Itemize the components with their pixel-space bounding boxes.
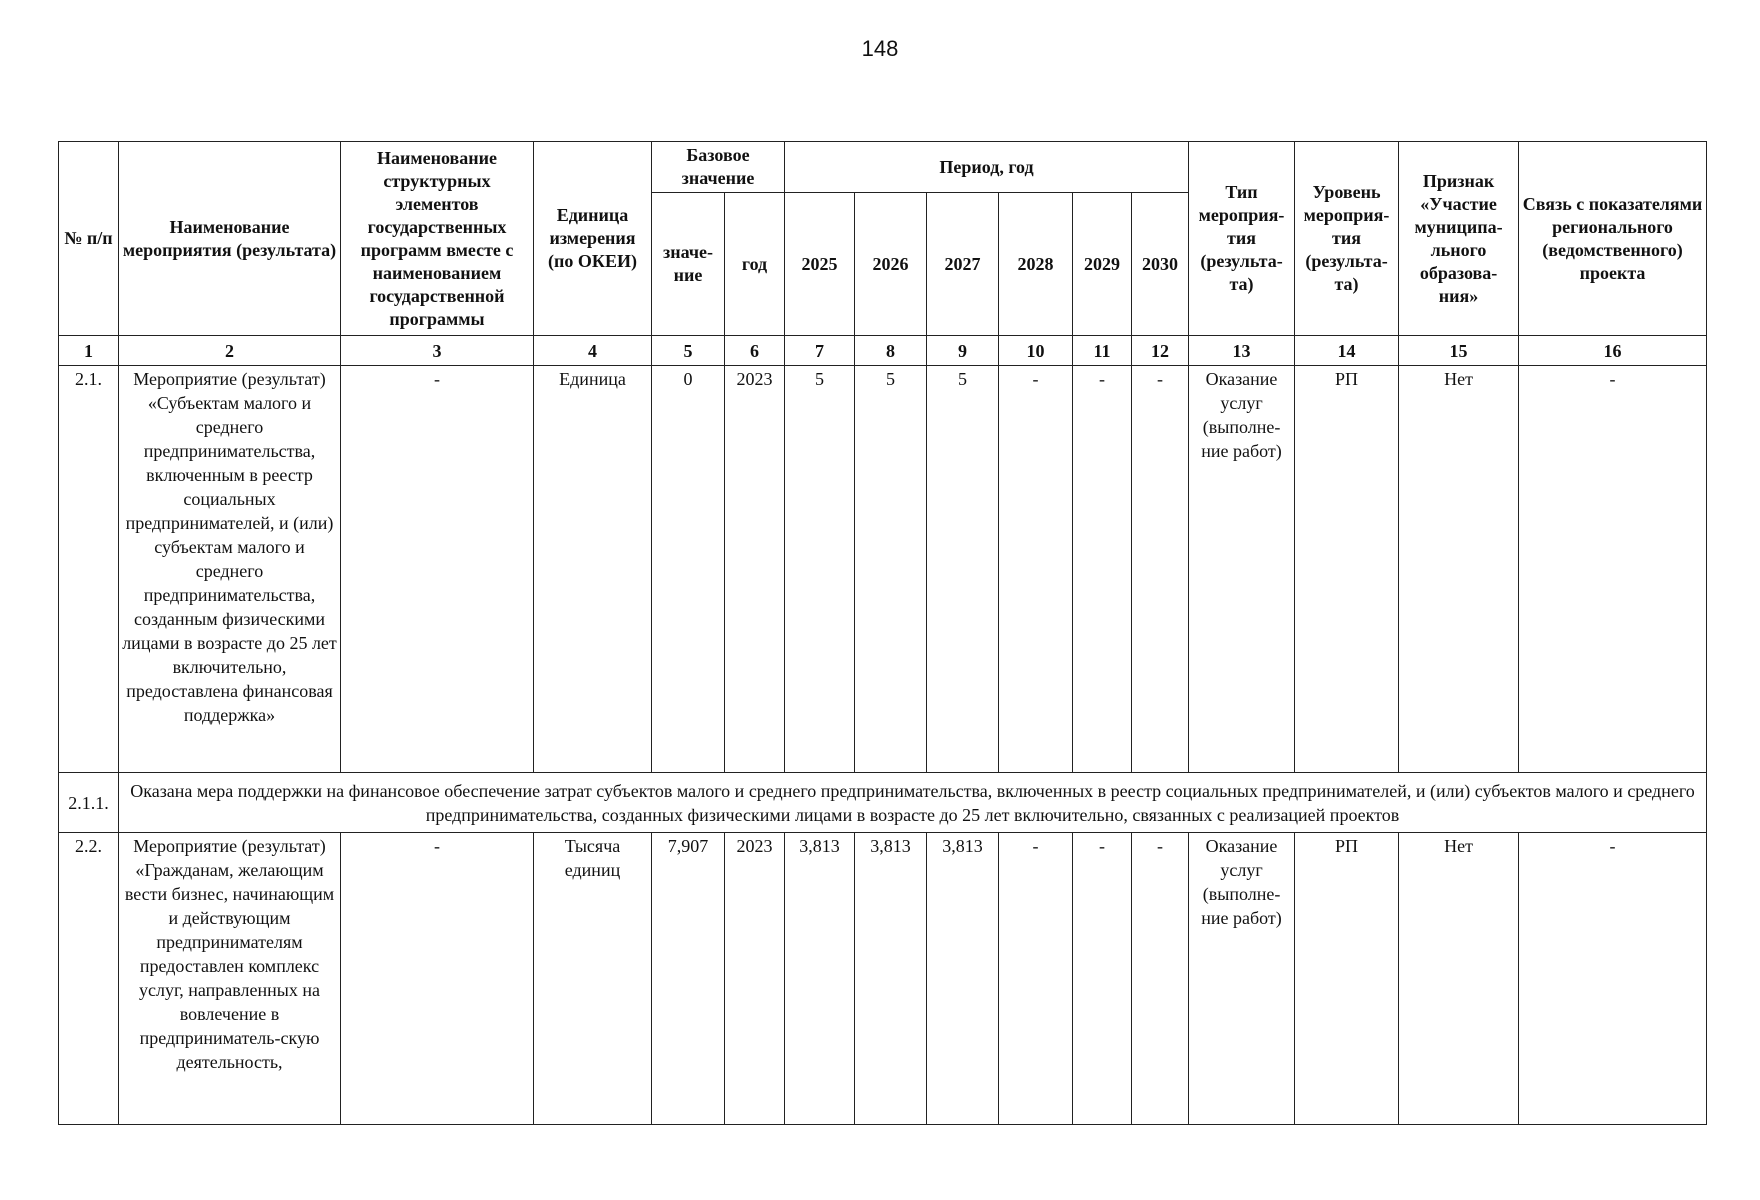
row-municipal: Нет	[1399, 366, 1519, 773]
header-year-2030: 2030	[1132, 193, 1189, 336]
row-base-year: 2023	[725, 366, 785, 773]
row-unit: Единица	[534, 366, 652, 773]
column-number-row	[59, 336, 1707, 366]
header-level: Уровень мероприя-тия (результа-та)	[1295, 142, 1399, 336]
header-unit: Единица измерения (по ОКЕИ)	[534, 142, 652, 336]
header-year-2026: 2026	[855, 193, 927, 336]
header-row	[59, 142, 1707, 193]
row-measure-name: Мероприятие (результат) «Гражданам, желающим вести бизнес, начинающим и действующим предпринимателям предоставлен комплекс услуг, направленных на вовлечение в предприниматель-скую деятельность,	[119, 833, 341, 1125]
column-number: 14	[1295, 336, 1399, 366]
header-type: Тип мероприя-тия (результа-та)	[1189, 142, 1295, 336]
row-num: 2.1.	[59, 366, 119, 773]
header-project-link: Связь с показателями регионального (ведомственного) проекта	[1519, 142, 1707, 336]
row-2030: -	[1132, 366, 1189, 773]
row-level: РП	[1295, 366, 1399, 773]
row-2026: 3,813	[855, 833, 927, 1125]
column-number: 7	[785, 336, 855, 366]
row-project-link: -	[1519, 366, 1707, 773]
header-base-value: значе-ние	[652, 193, 725, 336]
row-measure-name: Мероприятие (результат) «Субъектам малого и среднего предпринимательства, включенным в реестр социальных предпринимателей, и (или) субъектам малого и среднего предпринимательства, созданным физическими лицами в возрасте до 25 лет включительно, предоставлена финансовая поддержка»	[119, 366, 341, 773]
header-year-2028: 2028	[999, 193, 1073, 336]
header-year-2029: 2029	[1073, 193, 1132, 336]
column-number: 15	[1399, 336, 1519, 366]
row-2028: -	[999, 833, 1073, 1125]
row-structural: -	[341, 366, 534, 773]
column-number: 10	[999, 336, 1073, 366]
row-project-link: -	[1519, 833, 1707, 1125]
row-structural: -	[341, 833, 534, 1125]
row-unit: Тысяча единиц	[534, 833, 652, 1125]
row-2030: -	[1132, 833, 1189, 1125]
row-2029: -	[1073, 833, 1132, 1125]
header-base-year: год	[725, 193, 785, 336]
header-municipal: Признак «Участие муниципа-льного образова-ния»	[1399, 142, 1519, 336]
row-base-year: 2023	[725, 833, 785, 1125]
row-2027: 3,813	[927, 833, 999, 1125]
column-number: 9	[927, 336, 999, 366]
column-number: 3	[341, 336, 534, 366]
table-row	[59, 833, 1707, 1125]
header-period-group: Период, год	[785, 142, 1189, 193]
page-number: 148	[861, 36, 899, 61]
row-municipal: Нет	[1399, 833, 1519, 1125]
header-structural-elements: Наименование структурных элементов государственных программ вместе с наименованием государственной программы	[341, 142, 534, 336]
row-num: 2.1.1.	[59, 773, 119, 833]
column-number: 13	[1189, 336, 1295, 366]
column-number: 11	[1073, 336, 1132, 366]
column-number: 4	[534, 336, 652, 366]
column-number: 2	[119, 336, 341, 366]
row-2025: 5	[785, 366, 855, 773]
row-type: Оказание услуг (выполне-ние работ)	[1189, 833, 1295, 1125]
table-subrow	[59, 773, 1707, 833]
column-number: 1	[59, 336, 119, 366]
column-number: 16	[1519, 336, 1707, 366]
header-year-2025: 2025	[785, 193, 855, 336]
column-number: 5	[652, 336, 725, 366]
header-num: № п/п	[59, 142, 119, 336]
header-measure-name: Наименование мероприятия (результата)	[119, 142, 341, 336]
row-result-description: Оказана мера поддержки на финансовое обеспечение затрат субъектов малого и среднего предпринимательства, включенных в реестр социальных предпринимателей, и (или) субъектов малого и среднего предпринимательства, созданных физическими лицами в возрасте до 25 лет включительно, связанных с реализацией проектов	[119, 773, 1707, 833]
table-row	[59, 366, 1707, 773]
row-base-value: 0	[652, 366, 725, 773]
header-year-2027: 2027	[927, 193, 999, 336]
column-number: 12	[1132, 336, 1189, 366]
row-2027: 5	[927, 366, 999, 773]
header-base-group: Базовое значение	[652, 142, 785, 193]
row-2026: 5	[855, 366, 927, 773]
row-2029: -	[1073, 366, 1132, 773]
row-type: Оказание услуг (выполне-ние работ)	[1189, 366, 1295, 773]
row-2025: 3,813	[785, 833, 855, 1125]
row-2028: -	[999, 366, 1073, 773]
column-number: 8	[855, 336, 927, 366]
row-level: РП	[1295, 833, 1399, 1125]
column-number: 6	[725, 336, 785, 366]
row-base-value: 7,907	[652, 833, 725, 1125]
measures-table	[58, 141, 1707, 1125]
row-num: 2.2.	[59, 833, 119, 1125]
